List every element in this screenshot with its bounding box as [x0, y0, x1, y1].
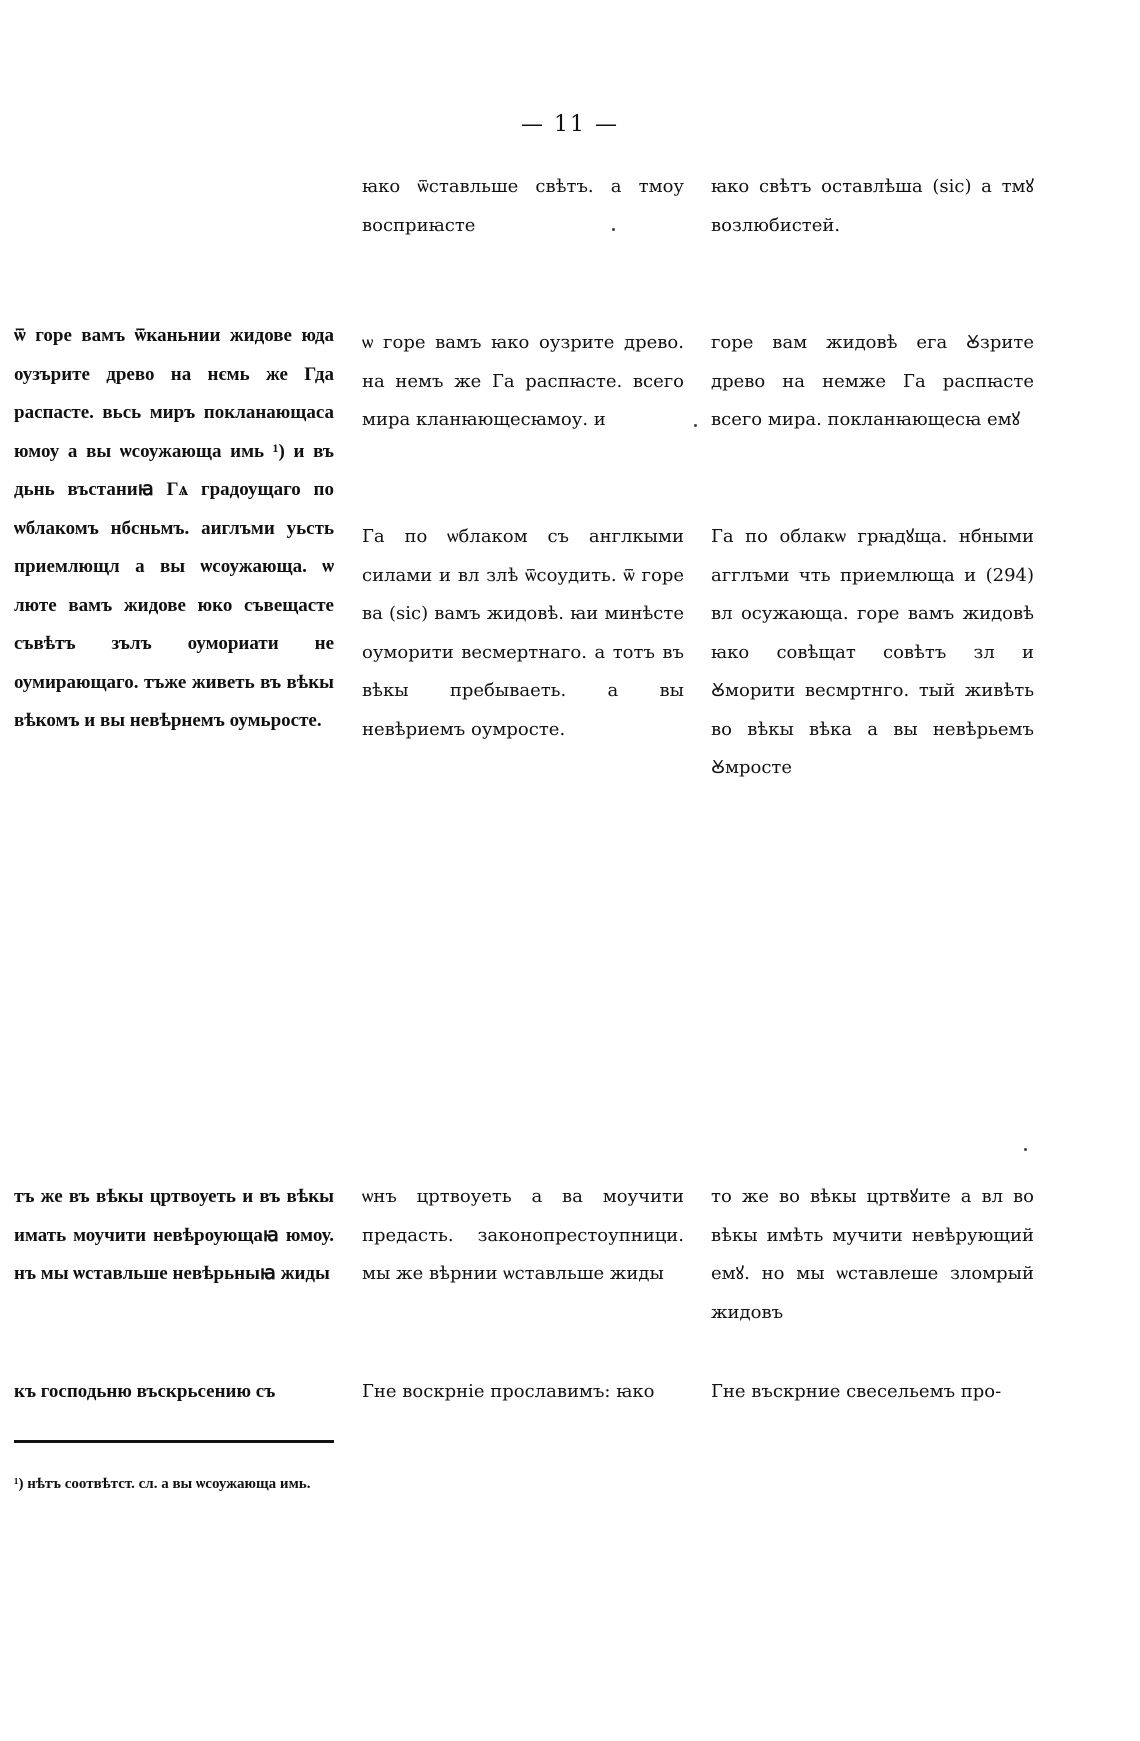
- col3-passage-0: ꙗко свѣтъ оставлѣша (sic) а тмꙋ возлюбистей.: [711, 176, 1034, 236]
- footnote-rule: [14, 1440, 334, 1443]
- col3-passage-2: то же во вѣкы цртвꙋите а вл во вѣкы имѣть мучити невѣрующий емꙋ. но мы ѡставлеше зломрый жидовъ: [711, 1186, 1034, 1323]
- print-speck: [694, 424, 697, 427]
- col1-passage-1: ѿ горе вамъ ѿканьнии жидове юда оузърите древо на нємь же Гда распасте. вьсь миръ покланающаса юмоу а вы ѡсоужающа имь ¹) и въ дьнь въстаниꙗ Гѧ градоущаго по ѡблакомъ нбсньмъ. аиглъми уьсть приемлющл а вы ѡсоужающа. ѡ люте вамъ жидове юко съвещасте съвѣтъ зълъ оумориати не оумирающаго. тъже живеть въ вѣкы вѣкомъ и вы невѣрнемъ оумьросте.: [14, 325, 334, 731]
- col1-passage-2: тъ же въ вѣкы цртвоуеть и въ вѣкы имать моучити невѣроующаꙗ юмоу. нъ мы ѡставльше невѣрьныꙗ жиды: [14, 1186, 334, 1284]
- col2-passage-3: Гне воскрніе прославимъ: ꙗко: [362, 1381, 655, 1402]
- page-number: — 11 —: [521, 112, 619, 137]
- print-speck: [612, 228, 615, 231]
- print-speck: [1024, 1148, 1027, 1151]
- col1-passage-3: къ господьню въскрьсению съ: [14, 1381, 276, 1402]
- col2-passage-1b: Га по ѡблаком съ англкыми силами и вл злѣ ѿсоудить. ѿ горе ва (sic) вамъ жидовѣ. ꙗи минѣсте оуморити весмертнаго. а тотъ въ вѣкы пребываеть. а вы невѣриемъ оумросте.: [362, 526, 684, 740]
- col2-passage-0: ꙗко ѿставльше свѣтъ. а тмоу восприꙗсте: [362, 176, 684, 236]
- col2-passage-2: ѡнъ цртвоуеть а ва моучити предасть. законопрестоупници. мы же вѣрнии ѡставльше жиды: [362, 1186, 684, 1284]
- footnote: ¹) нѣтъ соотвѣтст. сл. а вы ѡсоужающа имь.: [14, 1476, 311, 1492]
- col3-passage-1b: Га по облакѡ грꙗдꙋща. нбными агглъми чть приемлюща и (294) вл осужающа. горе вамъ жидовѣ ꙗко совѣщат совѣтъ зл и Ꙋморити весмртнго. тый живѣть во вѣкы вѣка а вы невѣрьемъ Ꙋмросте: [711, 526, 1034, 778]
- col3-passage-1: горе вам жидовѣ ега Ꙋзрите древо на немже Га распꙗсте всего мира. покланꙗющесꙗ емꙋ: [711, 332, 1034, 430]
- col2-passage-1: ѡ горе вамъ ꙗко оузрите древо. на немъ же Га распꙗсте. всего мира кланꙗющесꙗмоу. и: [362, 332, 684, 430]
- col3-passage-3: Гне въскрние свесельемъ про-: [711, 1381, 1002, 1402]
